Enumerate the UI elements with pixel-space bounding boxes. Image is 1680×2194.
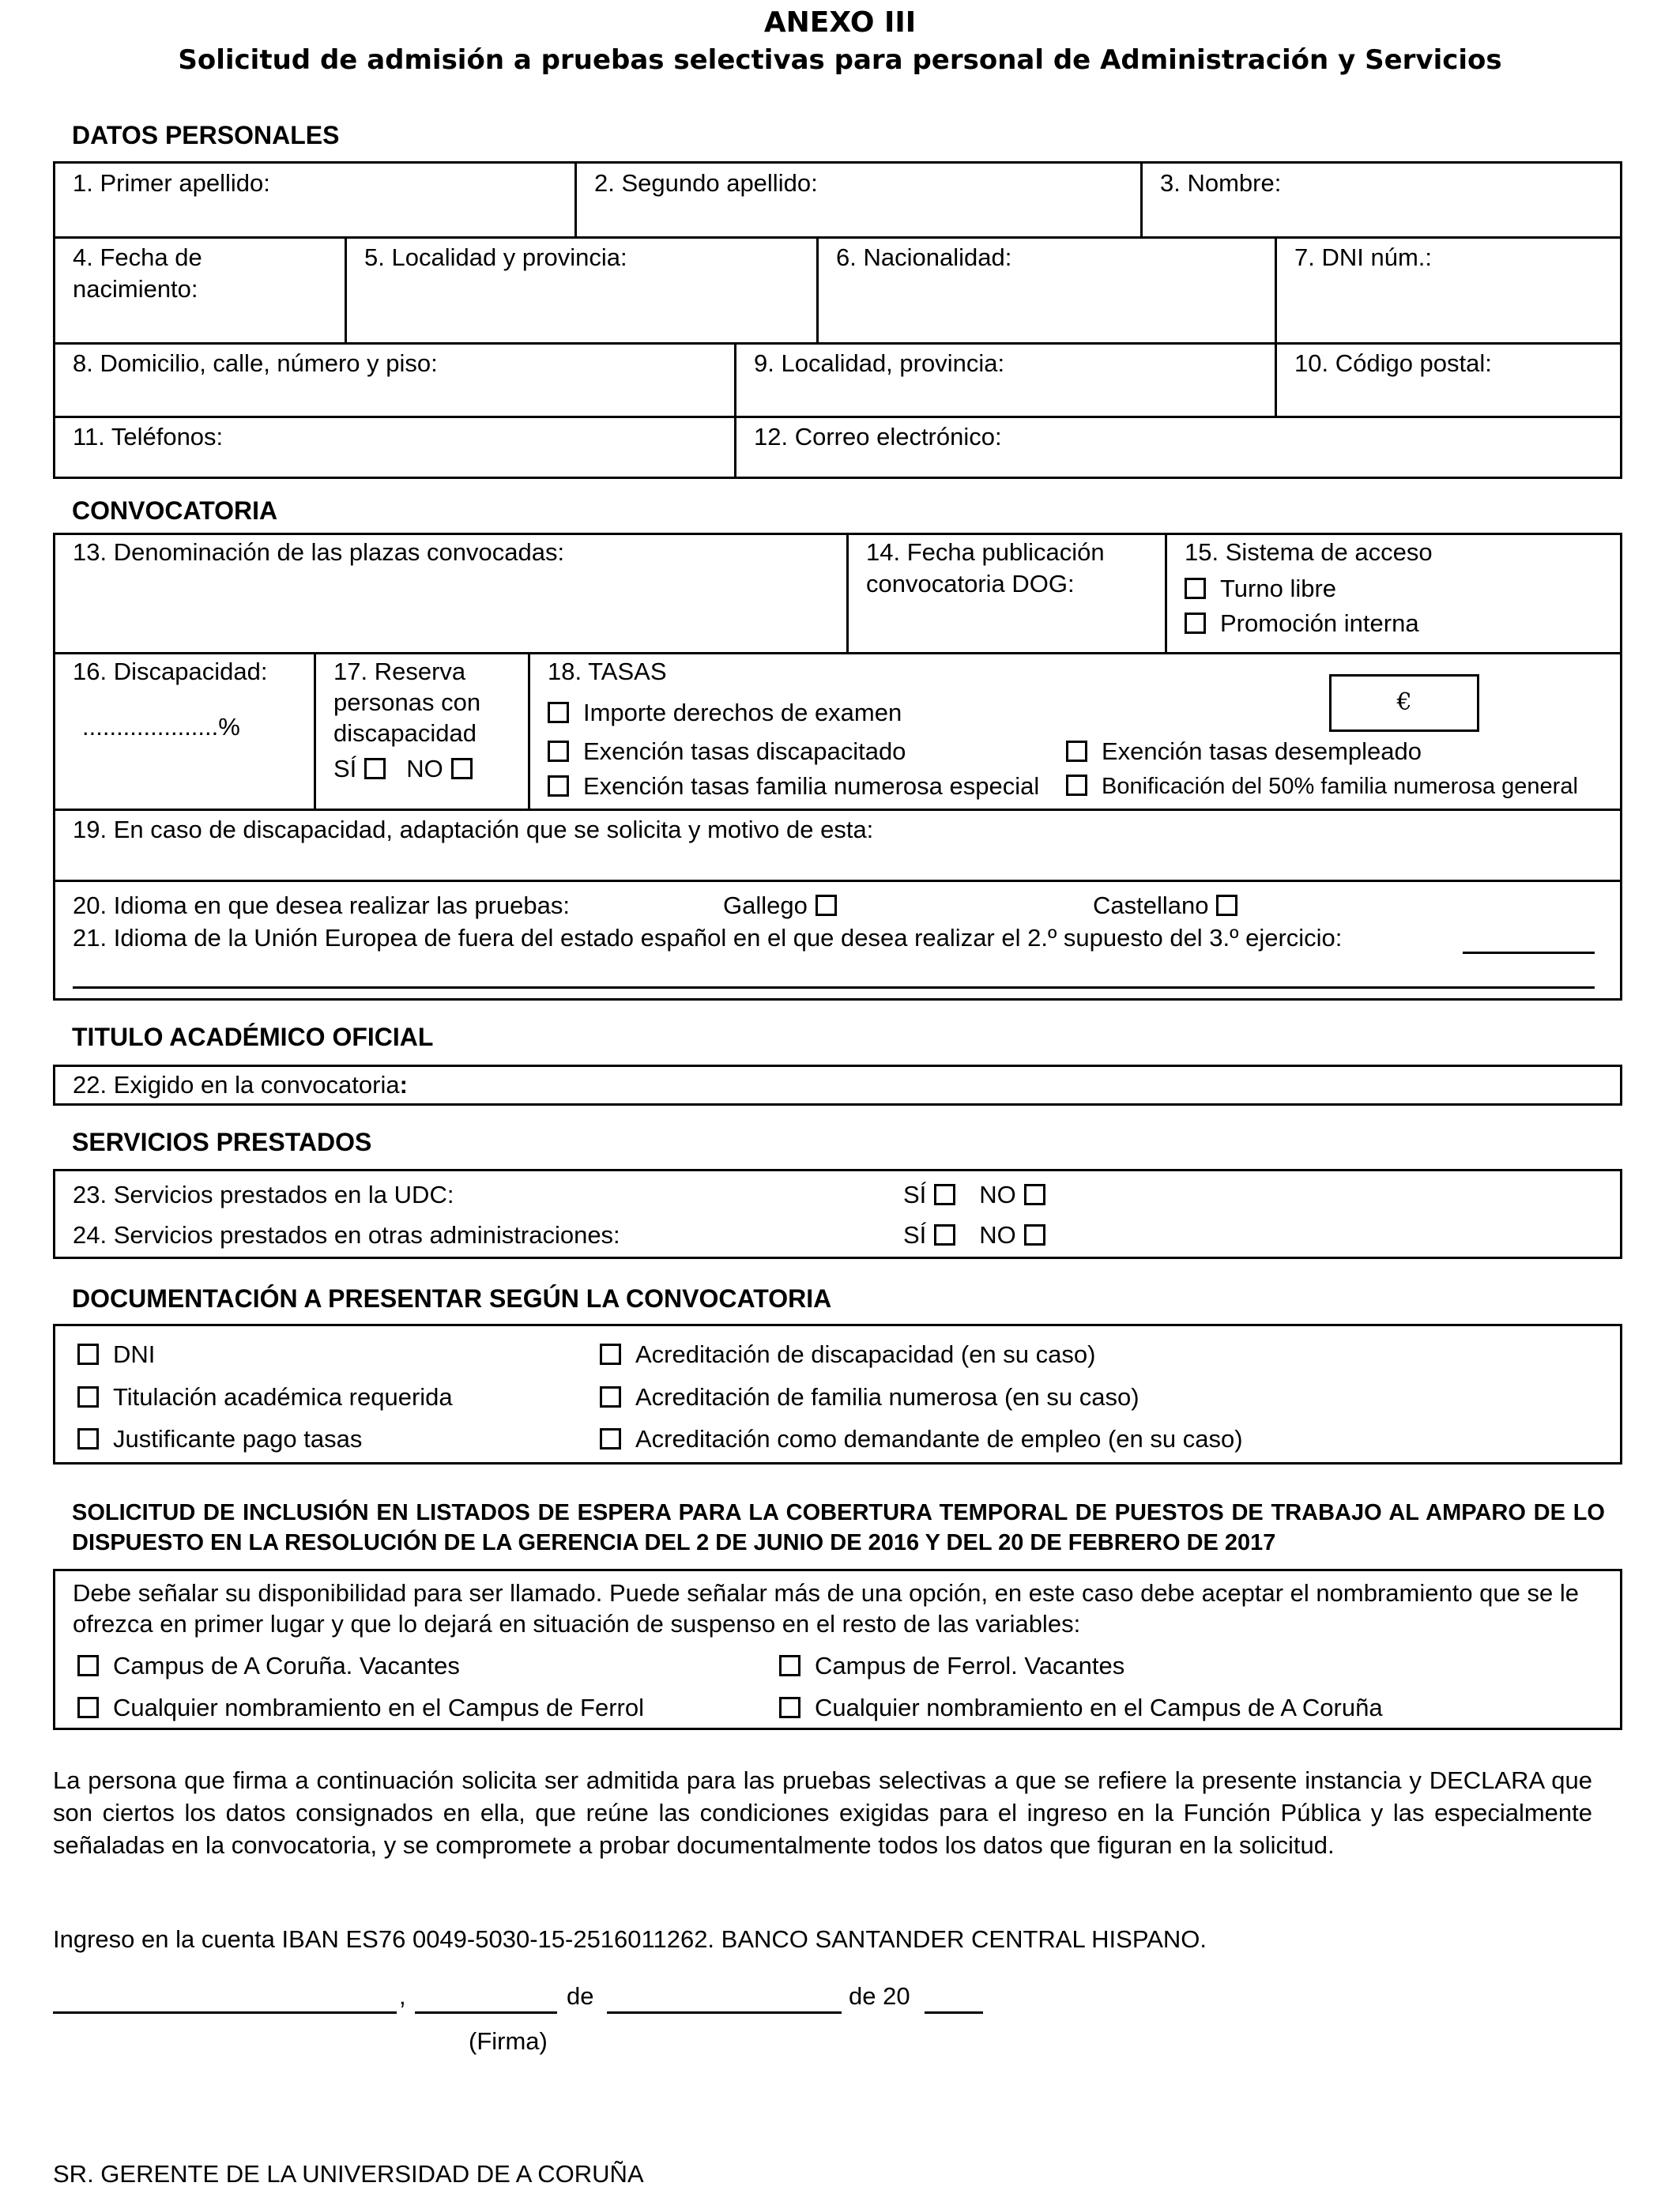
documentacion-box xyxy=(53,1324,1622,1465)
field-address[interactable] xyxy=(55,342,734,416)
field-disability-reserve xyxy=(314,652,528,809)
field-name[interactable] xyxy=(1140,164,1620,236)
field-label: 16. Discapacidad: xyxy=(73,658,268,685)
reserve-no-checkbox[interactable] xyxy=(451,758,473,779)
titulo-box xyxy=(53,1065,1622,1106)
field-label: 9. Localidad, provincia: xyxy=(754,349,1005,377)
field-label: 19. En caso de discapacidad, adaptación que se solicita y motivo de esta: xyxy=(73,816,874,843)
euro-amount-field[interactable] xyxy=(1329,674,1479,732)
no-label: NO xyxy=(979,1181,1016,1208)
field-label: 10. Código postal: xyxy=(1294,349,1492,377)
servicios-box xyxy=(53,1169,1622,1259)
checkbox[interactable] xyxy=(779,1697,800,1718)
field-label: 24. Servicios prestados en otras administraciones: xyxy=(73,1221,620,1249)
option-label: Bonificación del 50% familia numerosa general xyxy=(1102,774,1578,799)
option-label: Campus de A Coruña. Vacantes xyxy=(113,1652,460,1679)
field-email[interactable] xyxy=(734,416,1620,477)
other-admin-yes-checkbox[interactable] xyxy=(934,1224,955,1246)
yes-label: SÍ xyxy=(903,1221,927,1249)
section-heading-convocatoria: CONVOCATORIA xyxy=(72,496,278,525)
field-second-surname[interactable] xyxy=(574,164,1140,236)
month-blank[interactable] xyxy=(607,2011,842,2014)
option-label: Exención tasas familia numerosa especial xyxy=(583,772,1040,800)
field-label: 21. Idioma de la Unión Europea de fuera del estado español en el que desea realizar el 2.º supuesto del 3.º ejercicio: xyxy=(73,924,1343,952)
option-label: DNI xyxy=(113,1340,156,1368)
field-label: 3. Nombre: xyxy=(1160,169,1282,197)
field-label: discapacidad xyxy=(333,719,477,747)
checkbox[interactable] xyxy=(548,741,569,762)
checkbox[interactable] xyxy=(77,1344,99,1365)
checkbox[interactable] xyxy=(1185,613,1206,634)
checkbox[interactable] xyxy=(816,895,837,916)
fee-exemption-unemployed[interactable] xyxy=(1066,736,1422,767)
place-blank[interactable] xyxy=(53,2011,397,2014)
option-label: Campus de Ferrol. Vacantes xyxy=(815,1652,1125,1679)
field-label: 5. Localidad y provincia: xyxy=(364,243,627,271)
field-fees xyxy=(528,652,1620,809)
field-positions[interactable] xyxy=(55,535,846,652)
eu-language-blank-line[interactable] xyxy=(73,986,1595,989)
colon: : xyxy=(399,1071,408,1099)
checkbox[interactable] xyxy=(1185,578,1206,599)
checkbox[interactable] xyxy=(77,1697,99,1718)
option-coruna-vacancies[interactable] xyxy=(77,1650,460,1682)
section-heading-titulo: TITULO ACADÉMICO OFICIAL xyxy=(72,1023,434,1051)
field-label: 14. Fecha publicación xyxy=(866,538,1105,566)
field-label: 2. Segundo apellido: xyxy=(594,169,818,197)
comma: , xyxy=(399,1982,406,2010)
field-postal-code[interactable] xyxy=(1275,342,1620,416)
option-promocion-interna[interactable] xyxy=(1185,608,1603,639)
field-label: 4. Fecha de xyxy=(73,243,202,271)
option-label: Acreditación como demandante de empleo (en su caso) xyxy=(635,1425,1243,1453)
option-any-ferrol[interactable] xyxy=(77,1692,644,1724)
field-first-surname[interactable] xyxy=(55,164,574,236)
field-disability-percent[interactable] xyxy=(55,652,314,809)
checkbox[interactable] xyxy=(77,1386,99,1408)
option-turno-libre[interactable] xyxy=(1185,573,1603,605)
euro-symbol: € xyxy=(1396,688,1412,716)
option-label: Turno libre xyxy=(1220,575,1337,602)
checkbox[interactable] xyxy=(77,1655,99,1676)
field-label: 6. Nacionalidad: xyxy=(836,243,1012,271)
other-admin-service-options xyxy=(903,1220,1045,1251)
no-label: NO xyxy=(979,1221,1016,1249)
option-label: Importe derechos de examen xyxy=(583,699,902,726)
option-ferrol-vacancies[interactable] xyxy=(779,1650,1124,1682)
fee-discount-large-family-general[interactable] xyxy=(1066,771,1578,802)
doc-dni[interactable] xyxy=(77,1339,155,1370)
signature-label: (Firma) xyxy=(469,2027,548,2055)
field-label: nacimiento: xyxy=(73,275,198,303)
option-label: Acreditación de discapacidad (en su caso) xyxy=(635,1340,1096,1368)
field-label: 17. Reserva xyxy=(333,658,466,685)
option-label: Gallego xyxy=(723,892,808,919)
option-label: Cualquier nombramiento en el Campus de Ferrol xyxy=(113,1694,644,1721)
convocatoria-box xyxy=(53,533,1622,1001)
section-heading-personal: DATOS PERSONALES xyxy=(72,121,340,149)
checkbox[interactable] xyxy=(77,1428,99,1449)
eu-language-blank[interactable] xyxy=(1463,952,1595,954)
field-label: 13. Denominación de las plazas convocadas: xyxy=(73,538,565,566)
checkbox[interactable] xyxy=(600,1344,621,1365)
field-required-degree[interactable] xyxy=(73,1069,408,1101)
field-label: 20. Idioma en que desea realizar las pruebas: xyxy=(73,892,571,919)
field-birth-locality[interactable] xyxy=(345,236,816,342)
form-subtitle: Solicitud de admisión a pruebas selectivas para personal de Administración y Servicios xyxy=(178,44,1502,76)
de-label: de xyxy=(567,1982,594,2010)
option-castellano[interactable] xyxy=(1093,890,1237,922)
fee-exam-rights[interactable] xyxy=(548,697,902,729)
doc-large-family[interactable] xyxy=(600,1382,1139,1413)
field-phones[interactable] xyxy=(55,416,734,477)
yes-label: SÍ xyxy=(333,755,357,782)
checkbox[interactable] xyxy=(1066,741,1087,762)
reserve-yes-checkbox[interactable] xyxy=(364,758,386,779)
field-label: 15. Sistema de acceso xyxy=(1185,538,1433,566)
field-label: 18. TASAS xyxy=(548,658,667,685)
waiting-list-heading: SOLICITUD DE INCLUSIÓN EN LISTADOS DE ESPERA PARA LA COBERTURA TEMPORAL DE PUESTOS DE TRABAJO AL AMPARO DE LO DISPUESTO EN LA RESOLUCIÓN DE LA GERENCIA DEL 2 DE JUNIO DE 2016 Y DEL 20 DE FEBRERO DE 2017 xyxy=(72,1500,1605,1555)
option-label: Exención tasas desempleado xyxy=(1102,737,1422,765)
udc-no-checkbox[interactable] xyxy=(1024,1184,1045,1205)
year-prefix: de 20 xyxy=(849,1982,910,2010)
annex-title: ANEXO III xyxy=(763,6,917,39)
option-label: Justificante pago tasas xyxy=(113,1425,363,1453)
field-birthdate[interactable] xyxy=(55,236,345,342)
doc-degree[interactable] xyxy=(77,1382,453,1413)
field-disability-adaptation[interactable] xyxy=(55,809,1620,880)
field-language xyxy=(55,880,1620,998)
option-label: Titulación académica requerida xyxy=(113,1383,453,1411)
percent-blank[interactable]: ....................% xyxy=(82,713,240,741)
option-label: Cualquier nombramiento en el Campus de A Coruña xyxy=(815,1694,1383,1721)
other-admin-no-checkbox[interactable] xyxy=(1024,1224,1045,1246)
field-label: convocatoria DOG: xyxy=(866,570,1075,598)
option-gallego[interactable] xyxy=(723,890,837,922)
personal-data-box xyxy=(53,161,1622,479)
waiting-list-box xyxy=(53,1569,1622,1730)
field-label: 12. Correo electrónico: xyxy=(754,423,1002,450)
option-label: Exención tasas discapacitado xyxy=(583,737,906,765)
udc-yes-checkbox[interactable] xyxy=(934,1184,955,1205)
field-label: 8. Domicilio, calle, número y piso: xyxy=(73,349,438,377)
yes-label: SÍ xyxy=(903,1181,927,1208)
option-label: Acreditación de familia numerosa (en su caso) xyxy=(635,1383,1139,1411)
field-address-locality[interactable] xyxy=(734,342,1275,416)
fee-exemption-large-family-special[interactable] xyxy=(548,771,1039,802)
udc-service-options xyxy=(903,1179,1045,1211)
option-label: Castellano xyxy=(1093,892,1209,919)
field-label: 23. Servicios prestados en la UDC: xyxy=(73,1181,454,1208)
field-label: personas con xyxy=(333,688,481,716)
section-heading-documentacion: DOCUMENTACIÓN A PRESENTAR SEGÚN LA CONVOCATORIA xyxy=(72,1284,832,1313)
addressee: SR. GERENTE DE LA UNIVERSIDAD DE A CORUÑA xyxy=(53,2160,644,2188)
field-label: 11. Teléfonos: xyxy=(73,423,224,450)
field-dni[interactable] xyxy=(1275,236,1620,342)
field-nationality[interactable] xyxy=(816,236,1275,342)
declaration-paragraph: La persona que firma a continuación solicita ser admitida para las pruebas selectivas a que se refiere la presente instancia y DECLARA que son ciertos los datos consignados en ella, que reúne las condiciones exigidas para el ingreso en la Función Pública y las especialmente señaladas en la convocatoria, y se compromete a probar documentalmente todos los datos que figuran en la solicitud. xyxy=(53,1766,1592,1859)
year-blank[interactable] xyxy=(925,2011,983,2014)
field-label: 1. Primer apellido: xyxy=(73,169,270,197)
checkbox[interactable] xyxy=(1216,895,1237,916)
option-label: Promoción interna xyxy=(1220,609,1419,637)
doc-disability[interactable] xyxy=(600,1339,1095,1370)
field-access-system xyxy=(1165,535,1620,652)
field-label: 22. Exigido en la convocatoria xyxy=(73,1071,400,1099)
checkbox[interactable] xyxy=(1066,775,1087,796)
waiting-list-intro: Debe señalar su disponibilidad para ser llamado. Puede señalar más de una opción, en este caso debe aceptar el nombramiento que se le ofrezca en primer lugar y que lo dejará en situación de suspenso en el resto de las variables: xyxy=(73,1579,1579,1638)
checkbox[interactable] xyxy=(779,1655,800,1676)
field-label: 7. DNI núm.: xyxy=(1294,243,1432,271)
checkbox[interactable] xyxy=(600,1428,621,1449)
no-label: NO xyxy=(406,755,443,782)
doc-fee-receipt[interactable] xyxy=(77,1423,362,1455)
doc-job-seeker[interactable] xyxy=(600,1423,1243,1455)
fee-exemption-disability[interactable] xyxy=(548,736,906,767)
checkbox[interactable] xyxy=(600,1386,621,1408)
day-blank[interactable] xyxy=(415,2011,557,2014)
iban-line: Ingreso en la cuenta IBAN ES76 0049-5030-15-2516011262. BANCO SANTANDER CENTRAL HISPANO. xyxy=(53,1925,1207,1953)
field-dog-date[interactable] xyxy=(846,535,1165,652)
option-any-coruna[interactable] xyxy=(779,1692,1383,1724)
checkbox[interactable] xyxy=(548,775,569,797)
section-heading-servicios: SERVICIOS PRESTADOS xyxy=(72,1128,372,1156)
checkbox[interactable] xyxy=(548,702,569,723)
